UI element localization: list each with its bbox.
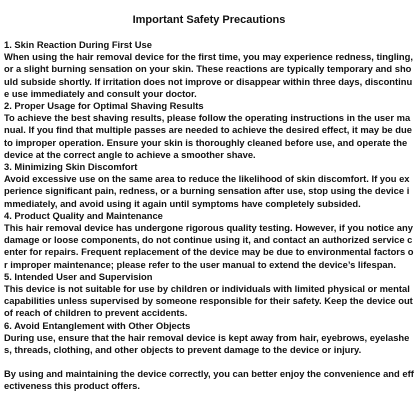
section-body: This hair removal device has undergone rigorous quality testing. However, if you notice any damage or loose components, do not continue using it, and contact an authorized service center for repairs. Frequent replacement of the device may be due to environmental factors or improper maintenance; please refer to the user manual to extend the device’s lifespan.	[4, 222, 414, 270]
section-body: This device is not suitable for use by children or individuals with limited physical or mental capabilities unless supervised by someone responsible for their safety. Keep the device out of reach of children to prevent accidents.	[4, 283, 413, 319]
closing-paragraph: By using and maintaining the device correctly, you can better enjoy the convenience and effectiveness this product offers.	[4, 368, 414, 392]
section-heading: 2. Proper Usage for Optimal Shaving Results	[4, 100, 204, 112]
section-heading: 5. Intended User and Supervision	[4, 270, 153, 282]
section-heading: 6. Avoid Entanglement with Other Objects	[4, 319, 191, 331]
section-quality-maintenance	[4, 210, 414, 271]
document-title: Important Safety Precautions	[132, 14, 286, 26]
section-heading: 4. Product Quality and Maintenance	[4, 209, 163, 221]
section-body: Avoid excessive use on the same area to reduce the likelihood of skin discomfort. If you experience significant pain, redness, or a burning sensation after use, stop using the device immediately, and avoid using it again until symptoms have completely subsided.	[4, 173, 410, 209]
section-proper-usage	[4, 100, 414, 161]
section-skin-discomfort	[4, 161, 414, 210]
section-intended-user	[4, 271, 414, 320]
section-body: When using the hair removal device for the first time, you may experience redness, tingling, or a slight burning sensation on your skin. These reactions are typically temporary and should subside shortly. If irritation does not improve or disappear within three days, discontinue use immediately and consult your doctor.	[4, 51, 413, 99]
section-body: During use, ensure that the hair removal device is kept away from hair, eyebrows, eyelashes, threads, clothing, and other objects to prevent damage to the device or injury.	[4, 331, 410, 356]
document-page	[4, 0, 414, 393]
section-body: To achieve the best shaving results, please follow the operating instructions in the user manual. If you find that multiple passes are needed to achieve the desired effect, it may be due to improper operation. Ensure your skin is thoroughly cleaned before use, and operate the device at the correct angle to achieve a smoother shave.	[4, 112, 412, 160]
section-heading: 1. Skin Reaction During First Use	[4, 39, 152, 50]
section-skin-reaction	[4, 39, 414, 100]
section-heading: 3. Minimizing Skin Discomfort	[4, 161, 138, 173]
section-entanglement	[4, 320, 414, 357]
